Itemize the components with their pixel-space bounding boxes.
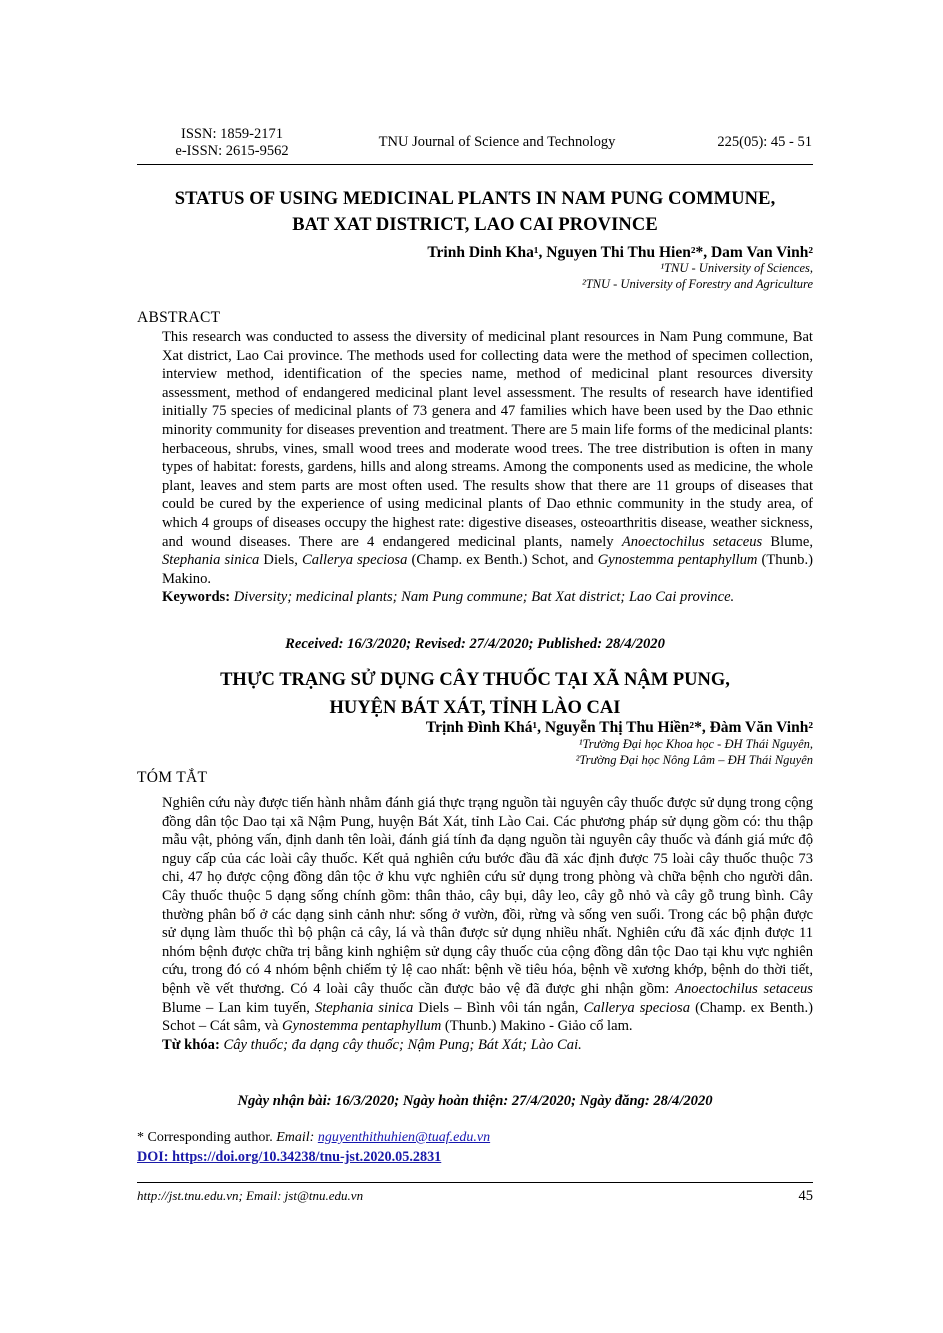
title-vn-line-2: HUYỆN BÁT XÁT, TỈNH LÀO CAI (329, 698, 621, 718)
abstract-text-english (162, 328, 813, 607)
article-title-vietnamese (137, 666, 813, 722)
affiliation-2-vietnamese: ²Trường Đại học Nông Lâm – ĐH Thái Nguyên (575, 752, 813, 767)
keywords-label-vietnamese: Từ khóa: (162, 1036, 220, 1053)
tomtat-main-text: Nghiên cứu này được tiến hành nhằm đánh giá thực trạng nguồn tài nguyên cây thuốc được sử dụng trong cộng đồng dân tộc Dao tại xã Nậm Pung, huyện Bát Xát, tỉnh Lào Cai. Các phương pháp sử dụng gồm có: thu thập mẫu vật, phỏng vấn, định danh tên loài, đánh giá tính đa dạng nguồn tài nguyên cây thuốc và đánh giá mức độ nguy cấp của các loài cây thuốc. Kết quả nghiên cứu bước đầu đã xác định được 75 loài cây thuốc thuộc 73 chi, 47 họ được cộng đồng dân tộc ở khu vực nghiên cứu sử dụng trong phòng và chữa bệnh cho người dân. Cây thuốc thuộc 5 dạng sống chính gồm: thân thảo, cây bụi, dây leo, cây gỗ nhỏ và cây gỗ trung bình. Cây thường phân bố ở các dạng sinh cảnh như: sống ở vườn, đồi, rừng và sống ven suối. Trong các bộ phận được sử dụng làm thuốc thì bộ phận cả cây, lá và thân được sử dụng nhiều nhất. Nghiên cứu đã xác định được 11 nhóm bệnh được chữa trị bằng kinh nghiệm sử dụng cây thuốc của cộng đồng dân tộc Dao tại khu vực nghiên cứu, trong đó có 4 nhóm bệnh chiếm tỷ lệ cao nhất: bệnh về tiêu hóa, bệnh về xương khớp, bệnh do thời tiết, bệnh về vết thương. Có 4 loài cây thuốc cần được bảo vệ đã được ghi nhận gồm: (162, 795, 813, 997)
keywords-value-vietnamese: Cây thuốc; đa dạng cây thuốc; Nậm Pung; Bát Xát; Lào Cai. (223, 1036, 582, 1053)
affiliation-1-vietnamese: ¹Trường Đại học Khoa học - ĐH Thái Nguyên, (578, 737, 813, 751)
species-name-vn-3: Callerya speciosa (583, 999, 691, 1016)
volume-issue-pages: 225(05): 45 - 51 (717, 134, 812, 150)
email-label: Email: (276, 1130, 315, 1145)
keywords-label-english: Keywords: (162, 589, 231, 606)
abstract-text-vietnamese (162, 794, 813, 1054)
species-name-3: Callerya speciosa (301, 552, 408, 569)
tomtat-tail-text: (Thunb.) Makino - Giảo cổ lam. (441, 1018, 633, 1035)
footer-divider (137, 1182, 813, 1183)
tomtat-connector-1: Blume – Lan kim tuyến, (162, 999, 315, 1016)
journal-website: http://jst.tnu.edu.vn; Email: jst@tnu.edu.vn (137, 1188, 364, 1203)
header-divider (137, 164, 813, 165)
keywords-value-english: Diversity; medicinal plants; Nam Pung commune; Bat Xat district; Lao Cai province. (233, 589, 735, 606)
journal-title: TNU Journal of Science and Technology (378, 134, 616, 150)
affiliations-vietnamese (137, 737, 813, 768)
affiliation-2-english: ²TNU - University of Forestry and Agriculture (581, 276, 813, 291)
keywords-english (162, 588, 813, 607)
species-name-vn-2: Stephania sinica (314, 999, 414, 1016)
article-title-english (137, 186, 813, 238)
abstract-tail-text: (Thunb.) Makino. (162, 552, 813, 587)
doi-link[interactable]: DOI: https://doi.org/10.34238/tnu-jst.2020.05.2831 (137, 1149, 442, 1165)
keywords-vietnamese (162, 1036, 813, 1055)
species-name-2: Stephania sinica (162, 552, 260, 569)
title-line-1: STATUS OF USING MEDICINAL PLANTS IN NAM PUNG COMMUNE, (174, 189, 776, 209)
publication-dates-english: Received: 16/3/2020; Revised: 27/4/2020; Published: 28/4/2020 (285, 636, 665, 652)
abstract-main-text: This research was conducted to assess the diversity of medicinal plant resources in Nam Pung commune, Bat Xat district, Lao Cai province. The methods used for collecting data were the method of specimen collection, interview method, identification of the species name, method of medicinal plant resources diversity assessment, method of endangered medicinal plant level assessment. The results of research have identified initially 75 species of medicinal plants of 73 genera and 47 families which have been used by the Dao ethnic minority community for diseases prevention and treatment. There are 5 main life forms of the medicinal plants: herbaceous, shrubs, vines, small wood trees and moderate wood trees. The tree distribution is often in many types of habitat: forests, gardens, hills and along streams. Among the components used as medicine, the whole plant, leaves and stem parts are most often used. The results show that there are 11 groups of diseases that could be cured by the experience of using medicinal plants of Dao ethnic community in the study area, of which 4 groups of diseases occupy the highest rate: digestive diseases, osteoarthritis disease, weather sickness, and wound diseases. There are 4 endangered medicinal plants, namely (162, 329, 813, 550)
page-number: 45 (798, 1188, 813, 1204)
abstract-connector-1: Blume, (762, 533, 813, 550)
page-footer (137, 1188, 813, 1208)
abstract-connector-2: Diels, (259, 552, 302, 569)
affiliation-1-english: ¹TNU - University of Sciences, (660, 261, 813, 275)
abstract-heading: ABSTRACT (137, 309, 221, 326)
issn-electronic: e-ISSN: 2615-9562 (175, 143, 289, 159)
species-name-1: Anoectochilus setaceus (621, 533, 763, 550)
tomtat-connector-3: (Champ. ex Benth.) Schot – Cát sâm, và (162, 999, 813, 1035)
corresponding-author-note: * Corresponding author. (137, 1130, 273, 1145)
abstract-connector-3: (Champ. ex Benth.) Schot, and (407, 552, 598, 569)
title-line-2: BAT XAT DISTRICT, LAO CAI PROVINCE (292, 215, 658, 235)
issn-block (137, 126, 327, 160)
species-name-4: Gynostemma pentaphyllum (597, 552, 758, 569)
corresponding-email-link[interactable]: nguyenthithuhien@tuaf.edu.vn (317, 1130, 491, 1145)
species-name-vn-1: Anoectochilus setaceus (675, 980, 813, 997)
affiliations-english (137, 261, 813, 292)
species-name-vn-4: Gynostemma pentaphyllum (281, 1018, 442, 1035)
tomtat-heading: TÓM TẮT (137, 769, 208, 786)
page-header (137, 126, 812, 162)
tomtat-connector-2: Diels – Bình vôi tán ngắn, (413, 999, 584, 1016)
publication-dates-vietnamese: Ngày nhận bài: 16/3/2020; Ngày hoàn thiện: 27/4/2020; Ngày đăng: 28/4/2020 (237, 1093, 713, 1109)
authors-vietnamese: Trịnh Đình Khá¹, Nguyễn Thị Thu Hiền²*, Đàm Văn Vinh² (425, 719, 813, 736)
title-vn-line-1: THỰC TRẠNG SỬ DỤNG CÂY THUỐC TẠI XÃ NẬM PUNG, (220, 670, 730, 690)
authors-english: Trinh Dinh Kha¹, Nguyen Thi Thu Hien²*, Dam Van Vinh² (427, 244, 813, 261)
footnote-block (137, 1128, 813, 1167)
issn-print: ISSN: 1859-2171 (181, 126, 283, 142)
